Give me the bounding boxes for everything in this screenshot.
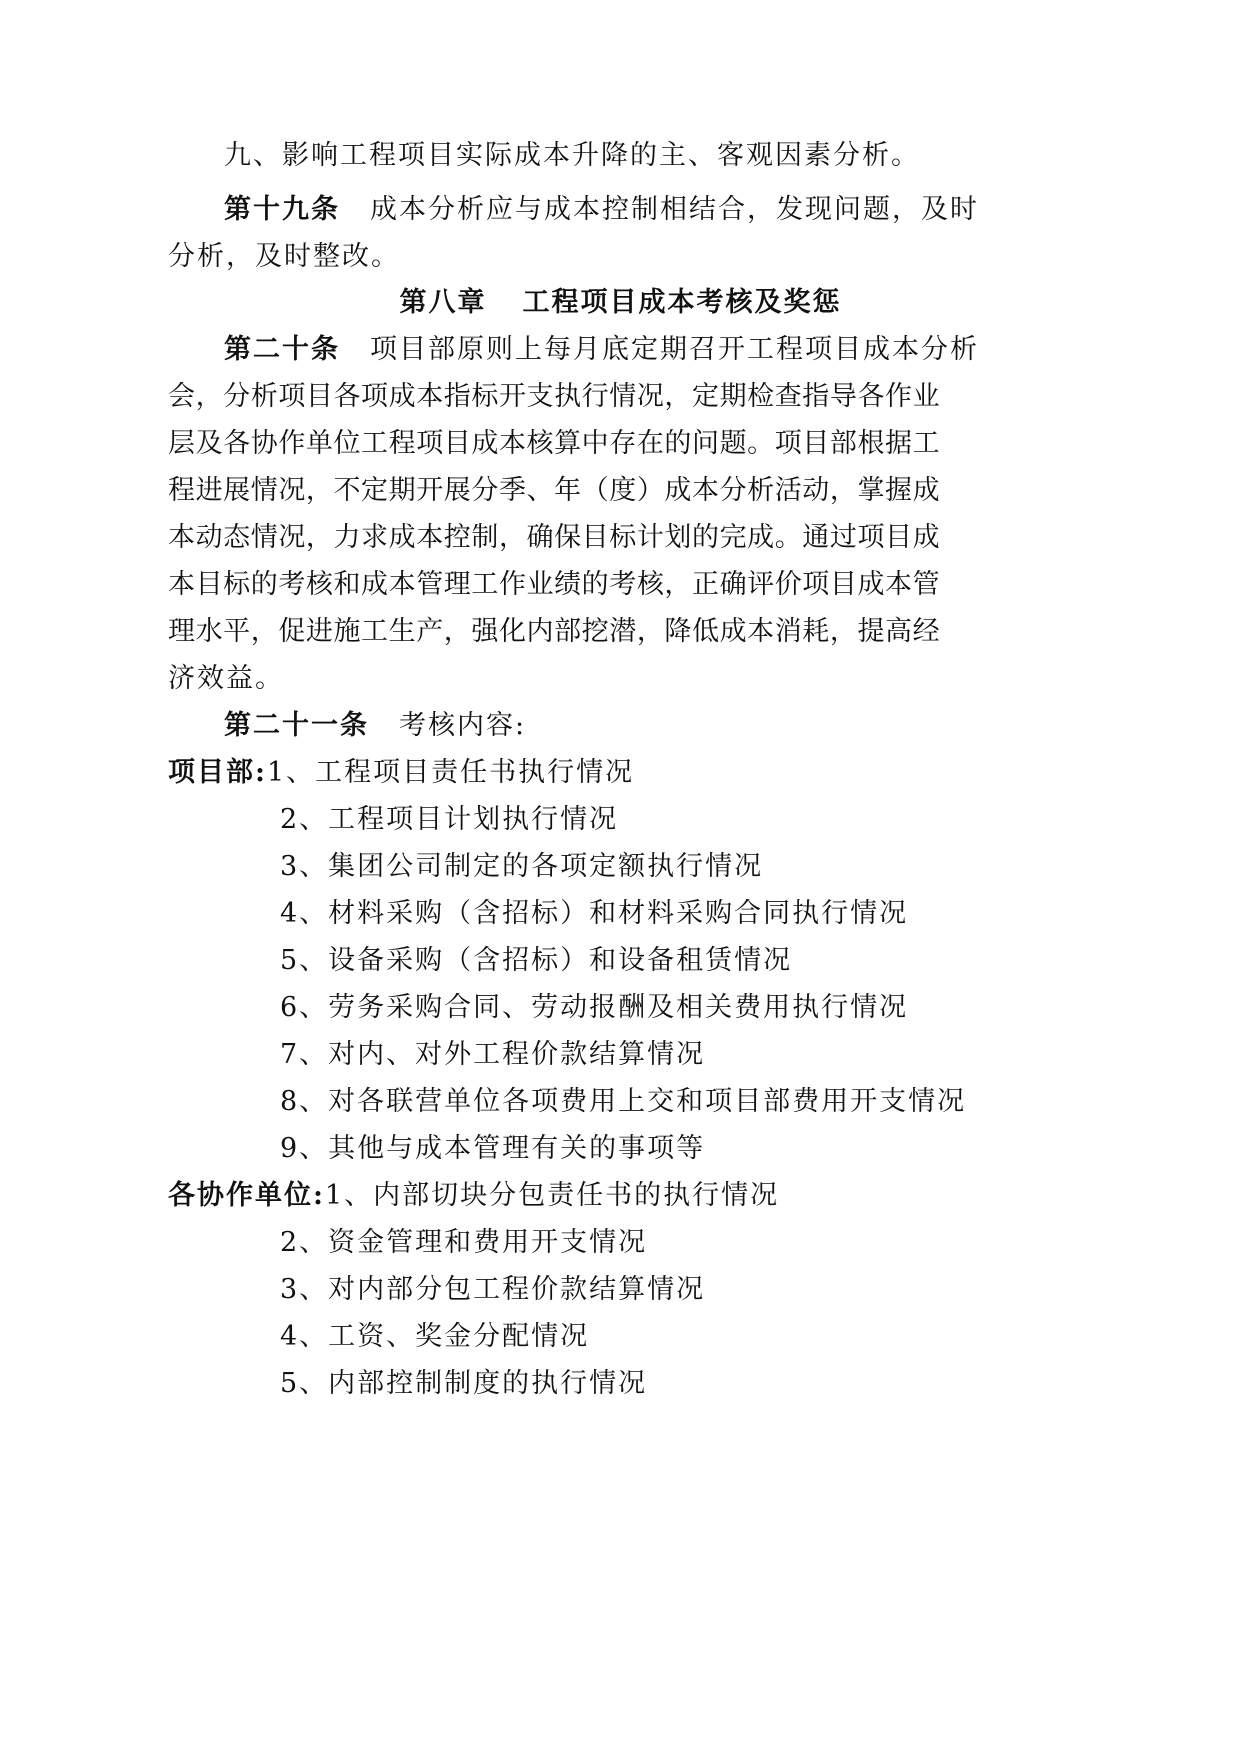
- partners-item-2: 2、资金管理和费用开支情况: [280, 1227, 648, 1258]
- project-dept-item-6: 6、劳务采购合同、劳动报酬及相关费用执行情况: [280, 992, 909, 1023]
- article-20-text-1: 项目部原则上每月底定期召开工程项目成本分析: [370, 334, 979, 365]
- project-dept-item-5: 5、设备采购（含招标）和设备租赁情况: [280, 945, 793, 976]
- partners-item-4: 4、工资、奖金分配情况: [280, 1321, 590, 1352]
- partners-line: [168, 1176, 779, 1216]
- article-20-line4: 程 进 展 情 况 ， 不 定 期 开 展 分 季 、 年 （ 度 ） 成 本 分 析 活 动 ， 掌 握 成: [168, 475, 940, 506]
- article-19-text-1: 成本分析应与成本控制相结合，发现问题，及时: [370, 194, 979, 225]
- chapter-number: 第八章: [399, 287, 487, 318]
- article-21-text: 考核内容:: [399, 710, 527, 741]
- project-dept-item-1: 1、工程项目责任书执行情况: [266, 757, 635, 788]
- article-20-line8: 济效益。: [168, 663, 284, 694]
- project-dept-item-3: 3、集团公司制定的各项定额执行情况: [280, 851, 764, 882]
- article-20-line5: 本 动 态 情 况 ， 力 求 成 本 控 制 ， 确 保 目 标 计 划 的 完 成 。 通 过 项 目 成: [168, 522, 940, 553]
- article-20-label: 第二十条: [224, 334, 340, 365]
- article-20-line6: 本 目 标 的 考 核 和 成 本 管 理 工 作 业 绩 的 考 核 ， 正 确 评 价 项 目 成 本 管: [168, 569, 940, 600]
- partners-item-1: 1、内部切块分包责任书的执行情况: [324, 1180, 780, 1211]
- article-21-label: 第二十一条: [224, 710, 369, 741]
- partners-label: 各协作单位:: [168, 1180, 325, 1211]
- article-19-label: 第十九条: [224, 194, 340, 225]
- chapter-title: 工程项目成本考核及奖惩: [522, 287, 842, 318]
- project-dept-line: [168, 753, 634, 793]
- partners-item-5: 5、内部控制制度的执行情况: [280, 1368, 648, 1399]
- article-20-line7: 理 水 平 ， 促 进 施 工 生 产 ， 强 化 内 部 挖 潜 ， 降 低 成 本 消 耗 ， 提 高 经: [168, 616, 940, 647]
- project-dept-item-9: 9、其他与成本管理有关的事项等: [280, 1133, 706, 1164]
- article-19-line2: 分析，及时整改。: [168, 241, 400, 272]
- project-dept-item-2: 2、工程项目计划执行情况: [280, 804, 619, 835]
- project-dept-item-4: 4、材料采购（含招标）和材料采购合同执行情况: [280, 898, 909, 929]
- article-19-line1: [224, 190, 979, 230]
- project-dept-item-8: 8、对各联营单位各项费用上交和项目部费用开支情况: [280, 1086, 967, 1117]
- chapter-heading: [0, 283, 1241, 323]
- article-20-line2: 会 ， 分 析 项 目 各 项 成 本 指 标 开 支 执 行 情 况 ， 定 期 检 查 指 导 各 作 业: [168, 381, 940, 412]
- partners-item-3: 3、对内部分包工程价款结算情况: [280, 1274, 706, 1305]
- article-20-line3: 层 及 各 协 作 单 位 工 程 项 目 成 本 核 算 中 存 在 的 问 题 。 项 目 部 根 据 工: [168, 428, 940, 459]
- project-dept-label: 项目部:: [168, 757, 267, 788]
- article-20-line1: [224, 330, 979, 370]
- project-dept-item-7: 7、对内、对外工程价款结算情况: [280, 1039, 706, 1070]
- article-21-line: [224, 706, 526, 746]
- item-nine: 九、影响工程项目实际成本升降的主、客观因素分析。: [224, 140, 920, 171]
